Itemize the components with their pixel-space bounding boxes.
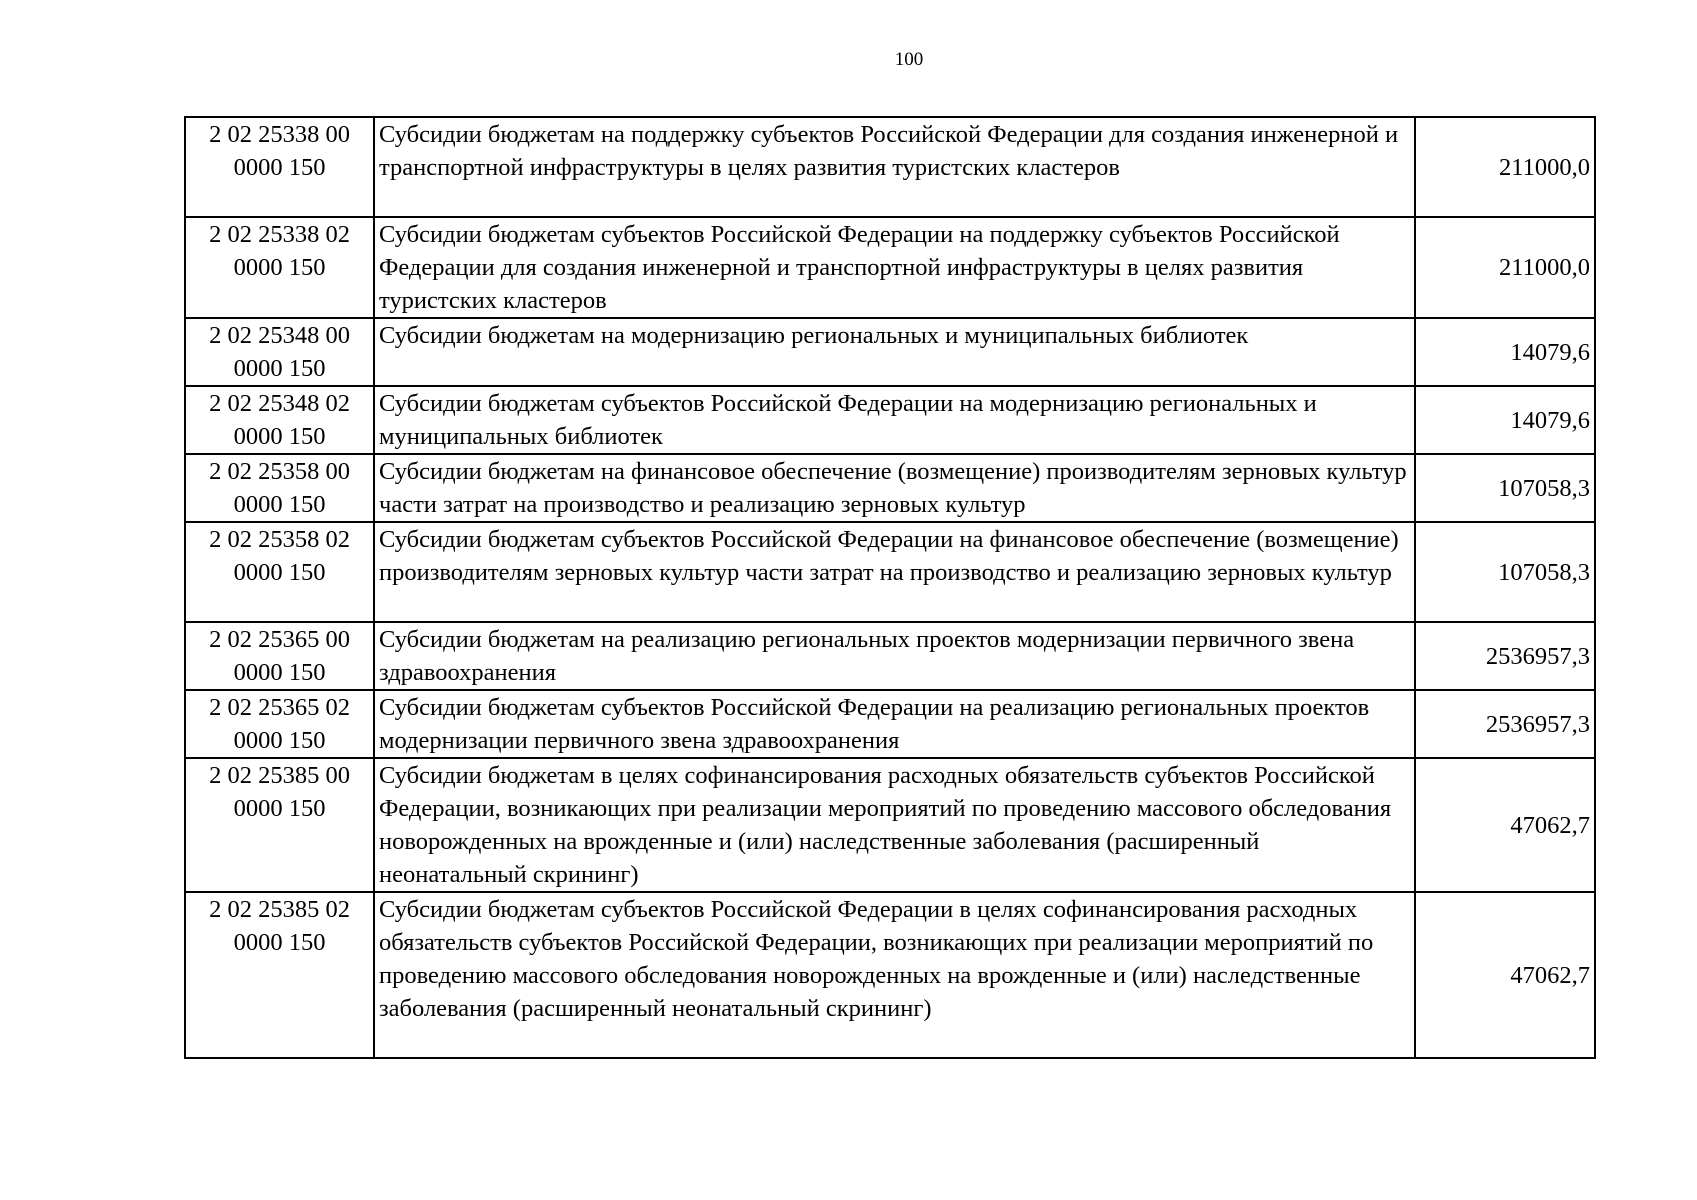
row-name: Субсидии бюджетам субъектов Российской Федерации в целях софинансирования расходных обязательств субъектов Российской Федерации, возникающих при реализации мероприятий по проведению массового обследования новорожденных на врожденные и (или) наследственные заболевания (расширенный неонатальный скрининг) bbox=[374, 892, 1415, 1058]
table-row bbox=[185, 217, 1595, 318]
row-code: 2 02 25385 00 0000 150 bbox=[185, 758, 374, 892]
row-amount: 211000,0 bbox=[1415, 117, 1595, 217]
row-amount: 211000,0 bbox=[1415, 217, 1595, 318]
row-amount: 47062,7 bbox=[1415, 892, 1595, 1058]
row-name: Субсидии бюджетам на финансовое обеспечение (возмещение) производителям зерновых культур части затрат на производство и реализацию зерновых культур bbox=[374, 454, 1415, 522]
row-name: Субсидии бюджетам субъектов Российской Федерации на модернизацию региональных и муниципальных библиотек bbox=[374, 386, 1415, 454]
page-number: 100 bbox=[894, 49, 924, 70]
row-name: Субсидии бюджетам субъектов Российской Федерации на реализацию региональных проектов модернизации первичного звена здравоохранения bbox=[374, 690, 1415, 758]
row-name: Субсидии бюджетам в целях софинансирования расходных обязательств субъектов Российской Федерации, возникающих при реализации мероприятий по проведению массового обследования новорожденных на врожденные и (или) наследственные заболевания (расширенный неонатальный скрининг) bbox=[374, 758, 1415, 892]
row-amount: 14079,6 bbox=[1415, 386, 1595, 454]
table-row bbox=[185, 690, 1595, 758]
row-code: 2 02 25358 02 0000 150 bbox=[185, 522, 374, 622]
row-code: 2 02 25348 00 0000 150 bbox=[185, 318, 374, 386]
table-row bbox=[185, 386, 1595, 454]
row-name: Субсидии бюджетам на поддержку субъектов Российской Федерации для создания инженерной и транспортной инфраструктуры в целях развития туристских кластеров bbox=[374, 117, 1415, 217]
row-code: 2 02 25365 00 0000 150 bbox=[185, 622, 374, 690]
table-row bbox=[185, 758, 1595, 892]
budget-table bbox=[184, 116, 1596, 1059]
row-code: 2 02 25338 02 0000 150 bbox=[185, 217, 374, 318]
table-row bbox=[185, 318, 1595, 386]
row-name: Субсидии бюджетам субъектов Российской Федерации на поддержку субъектов Российской Федерации для создания инженерной и транспортной инфраструктуры в целях развития туристских кластеров bbox=[374, 217, 1415, 318]
row-amount: 2536957,3 bbox=[1415, 690, 1595, 758]
row-amount: 47062,7 bbox=[1415, 758, 1595, 892]
row-amount: 107058,3 bbox=[1415, 522, 1595, 622]
table-row bbox=[185, 454, 1595, 522]
row-name: Субсидии бюджетам субъектов Российской Федерации на финансовое обеспечение (возмещение) производителям зерновых культур части затрат на производство и реализацию зерновых культур bbox=[374, 522, 1415, 622]
row-code: 2 02 25338 00 0000 150 bbox=[185, 117, 374, 217]
row-name: Субсидии бюджетам на модернизацию региональных и муниципальных библиотек bbox=[374, 318, 1415, 386]
row-amount: 14079,6 bbox=[1415, 318, 1595, 386]
row-code: 2 02 25348 02 0000 150 bbox=[185, 386, 374, 454]
table-row bbox=[185, 117, 1595, 217]
row-amount: 2536957,3 bbox=[1415, 622, 1595, 690]
row-code: 2 02 25385 02 0000 150 bbox=[185, 892, 374, 1058]
table-row bbox=[185, 522, 1595, 622]
row-code: 2 02 25358 00 0000 150 bbox=[185, 454, 374, 522]
row-name: Субсидии бюджетам на реализацию региональных проектов модернизации первичного звена здравоохранения bbox=[374, 622, 1415, 690]
row-amount: 107058,3 bbox=[1415, 454, 1595, 522]
row-code: 2 02 25365 02 0000 150 bbox=[185, 690, 374, 758]
table-row bbox=[185, 622, 1595, 690]
table-row bbox=[185, 892, 1595, 1058]
